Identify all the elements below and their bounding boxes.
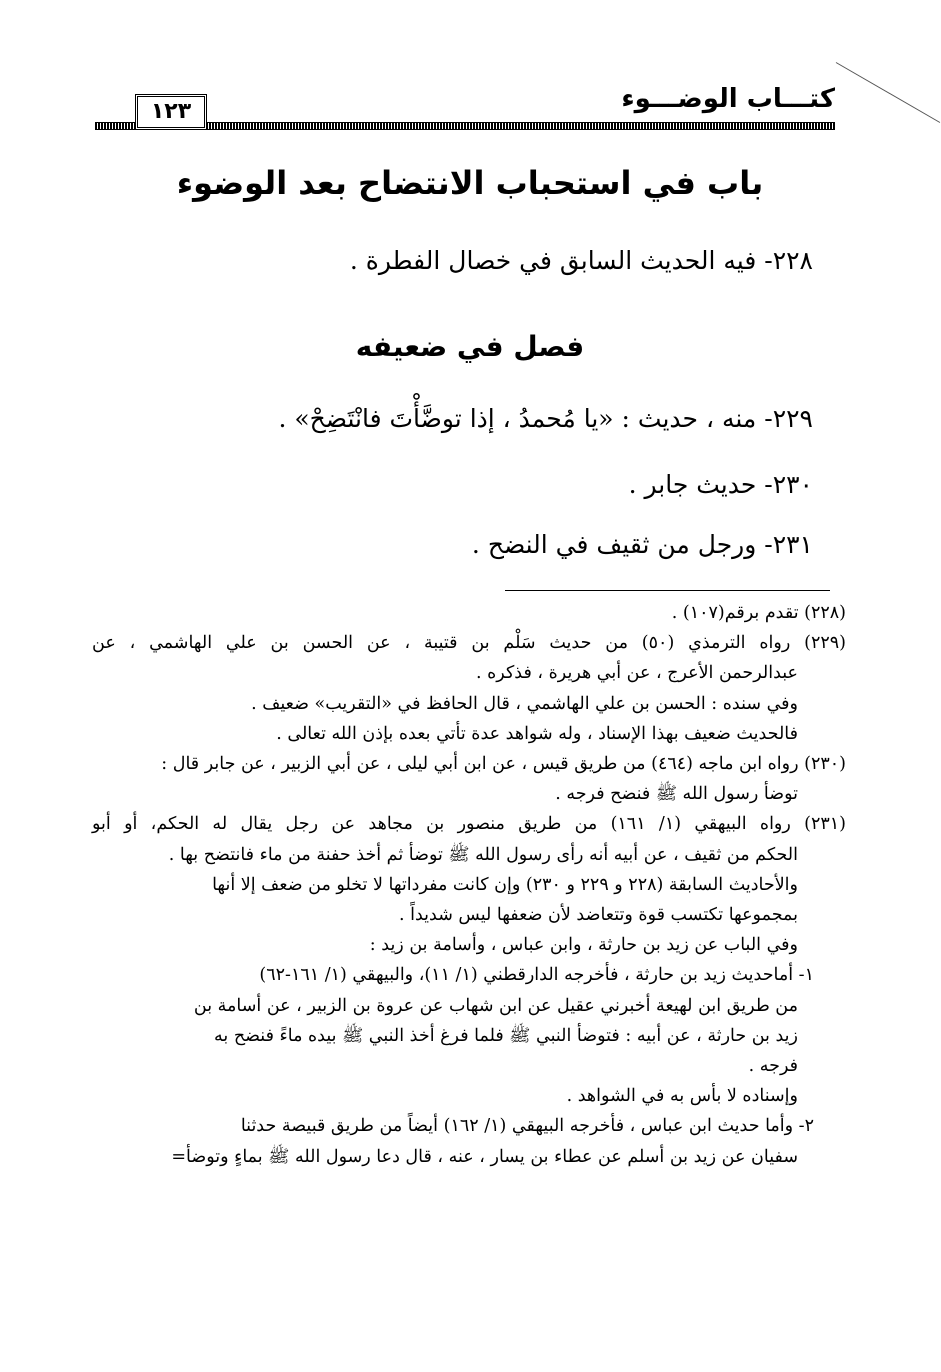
hadith-230: ٢٣٠- حديث جابر .: [628, 470, 813, 499]
footnote-line: بمجموعها تكتسب قوة وتتعاضد لأن ضعفها ليس شديداً .: [398, 905, 798, 926]
footnote-line: وإسناده لا بأس به في الشواهد .: [566, 1086, 798, 1107]
hadith-228: ٢٢٨- فيه الحديث السابق في خصال الفطرة .: [349, 246, 813, 275]
corner-line: [836, 62, 940, 123]
footnote-line: فالحديث ضعيف بهذا الإسناد ، وله شواهد عدة تأتي بعده بإذن الله تعالى .: [276, 723, 798, 744]
footnote-line: ١- أماحديث زيد بن حارثة ، فأخرجه الدارقطني (١/ ١١)، والبيهقي (١/ ١٦١-٦٢): [259, 965, 814, 986]
footnote-line: زيد بن حارثة ، عن أبيه : فتوضأ النبي ﷺ فلما فرغ أخذ النبي ﷺ بيده ماءً فنضح به: [214, 1025, 798, 1046]
section-title: فصل في ضعيفه: [355, 330, 585, 363]
page-number: ١٢٣: [135, 94, 207, 130]
footnote-line: (٢٢٨) تقدم برقم(١٠٧) .: [671, 603, 846, 623]
footnote-line: ٢- وأما حديث ابن عباس ، فأخرجه البيهقي (١/ ١٦٢) أيضاً من طريق قبيصة حدثنا: [240, 1116, 814, 1137]
footnote-line: الحكم من ثقيف ، عن أبيه أنه رأى رسول الله ﷺ توضأ ثم أخذ حفنة من ماء فانتضح بها .: [168, 844, 798, 865]
footnote-line: وفي الباب عن زيد بن حارثة ، وابن عباس ، وأسامة بن زيد :: [369, 935, 798, 956]
footnote-line: من طريق ابن لهيعة أخبرني عقيل عن ابن شهاب عن عروة بن الزبير ، عن أسامة بن: [193, 995, 798, 1016]
running-header: [95, 84, 835, 130]
footnote-line: سفيان عن زيد بن أسلم عن عطاء بن يسار ، عنه ، قال دعا رسول الله ﷺ بماءٍ وتوضأ=: [171, 1146, 798, 1167]
footnote-line: فرجه .: [748, 1056, 798, 1077]
footnote-line: (٢٢٩) رواه الترمذي (٥٠) من حديث سَلْم بن قتيبة ، عن الحسن بن علي الهاشمي ، عن: [92, 633, 846, 654]
footnote-line: وفي سنده : الحسن بن علي الهاشمي ، قال الحافظ في «التقريب» ضعيف .: [251, 693, 798, 714]
footnote-line: توضأ رسول الله ﷺ فنضح فرجه .: [555, 784, 798, 805]
book-title: كتـــاب الوضـــوء: [621, 84, 835, 114]
hadith-231: ٢٣١- ورجل من ثقيف في النضح .: [471, 530, 813, 559]
footnote-line: عبدالرحمن الأعرج ، عن أبي هريرة ، فذكره .: [476, 663, 798, 684]
chapter-title: باب في استحباب الانتضاح بعد الوضوء: [176, 164, 764, 202]
hadith-229: ٢٢٩- منه ، حديث : «يا مُحمدُ ، إذا توضَّأْتَ فانْتَضِحْ» .: [278, 404, 813, 433]
footnote-line: والأحاديث السابقة (٢٢٨ و ٢٢٩ و ٢٣٠) وإن كانت مفرداتها لا تخلو من ضعف إلا أنها: [212, 874, 798, 895]
footnotes: [92, 598, 846, 1172]
footnote-line: (٢٣٠) رواه ابن ماجه (٤٦٤) من طريق قيس ، عن ابن أبي ليلى ، عن أبي الزبير ، عن جابر قال :: [161, 754, 846, 775]
footnote-separator: [505, 590, 830, 591]
footnote-line: (٢٣١) رواه البيهقي (١/ ١٦١) من طريق منصور بن مجاهد عن رجل يقال له الحكم، أو أبو: [92, 814, 846, 835]
